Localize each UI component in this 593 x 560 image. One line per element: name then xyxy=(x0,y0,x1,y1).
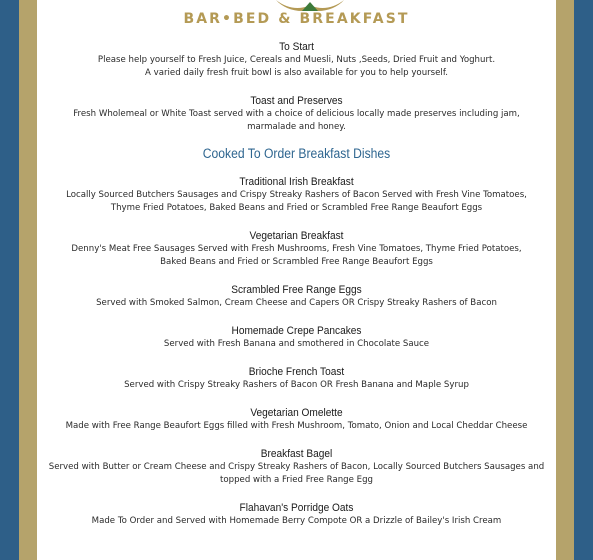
dish-item xyxy=(37,229,556,269)
dish-title: Vegetarian Breakfast xyxy=(249,230,344,242)
section-line: Please help yourself to Fresh Juice, Cereals and Muesli, Nuts ,Seeds, Dried Fruit and Yoghurt. xyxy=(97,55,496,65)
dish-line: Served with Fresh Banana and smothered in Chocolate Sauce xyxy=(163,339,430,349)
dish-title: Homemade Crepe Pancakes xyxy=(231,325,362,337)
logo-emblem-icon xyxy=(272,0,348,11)
dish-line: Locally Sourced Butchers Sausages and Crispy Streaky Rashers of Bacon Served with Fresh Vine Tomatoes, xyxy=(66,190,527,200)
menu-content xyxy=(37,40,556,528)
menu-section xyxy=(37,40,556,80)
menu-page xyxy=(37,0,556,560)
menu-section xyxy=(37,94,556,134)
dish-title: Vegetarian Omelette xyxy=(250,407,343,419)
cooked-heading: Cooked To Order Breakfast Dishes xyxy=(202,146,391,161)
section-line: Fresh Wholemeal or White Toast served with a choice of delicious locally made preserves including jam, xyxy=(73,109,520,119)
dish-line: Served with Crispy Streaky Rashers of Bacon OR Fresh Banana and Maple Syrup xyxy=(124,380,469,390)
section-line: marmalade and honey. xyxy=(247,122,346,132)
dish-item xyxy=(37,283,556,310)
dish-item xyxy=(37,175,556,215)
dish-title: Brioche French Toast xyxy=(248,366,345,378)
dish-line: Denny's Meat Free Sausages Served with Fresh Mushrooms, Fresh Vine Tomatoes, Thyme Fried Potatoes, xyxy=(71,244,522,254)
dish-line: topped with a Fried Free Range Egg xyxy=(220,475,373,485)
dish-title: Flahavan's Porridge Oats xyxy=(239,502,354,514)
dish-line: Served with Butter or Cream Cheese and Crispy Streaky Rashers of Bacon, Locally Sourced Butchers Sausages and xyxy=(48,462,545,472)
dish-title: Traditional Irish Breakfast xyxy=(239,176,354,188)
dish-item xyxy=(37,406,556,433)
dish-line: Made with Free Range Beaufort Eggs filled with Fresh Mushroom, Tomato, Onion and Local Cheddar Cheese xyxy=(65,421,528,431)
dish-title: Breakfast Bagel xyxy=(260,448,333,460)
section-title: Toast and Preserves xyxy=(250,95,343,107)
dish-item xyxy=(37,501,556,528)
dish-line: Baked Beans and Fried or Scrambled Free Range Beaufort Eggs xyxy=(160,257,433,267)
dish-line: Thyme Fried Potatoes, Baked Beans and Fried or Scrambled Free Range Beaufort Eggs xyxy=(110,203,483,213)
dish-item xyxy=(37,447,556,487)
dish-item xyxy=(37,365,556,392)
dish-line: Served with Smoked Salmon, Cream Cheese and Capers OR Crispy Streaky Rashers of Bacon xyxy=(96,298,497,308)
dish-item xyxy=(37,324,556,351)
section-title: To Start xyxy=(279,41,314,53)
dish-line: Made To Order and Served with Homemade Berry Compote OR a Drizzle of Bailey's Irish Cream xyxy=(91,516,502,526)
section-line: A varied daily fresh fruit bowl is also available for you to help yourself. xyxy=(145,68,448,78)
dish-title: Scrambled Free Range Eggs xyxy=(231,284,362,296)
brand-name: BAR•BED & BREAKFAST xyxy=(183,11,410,27)
